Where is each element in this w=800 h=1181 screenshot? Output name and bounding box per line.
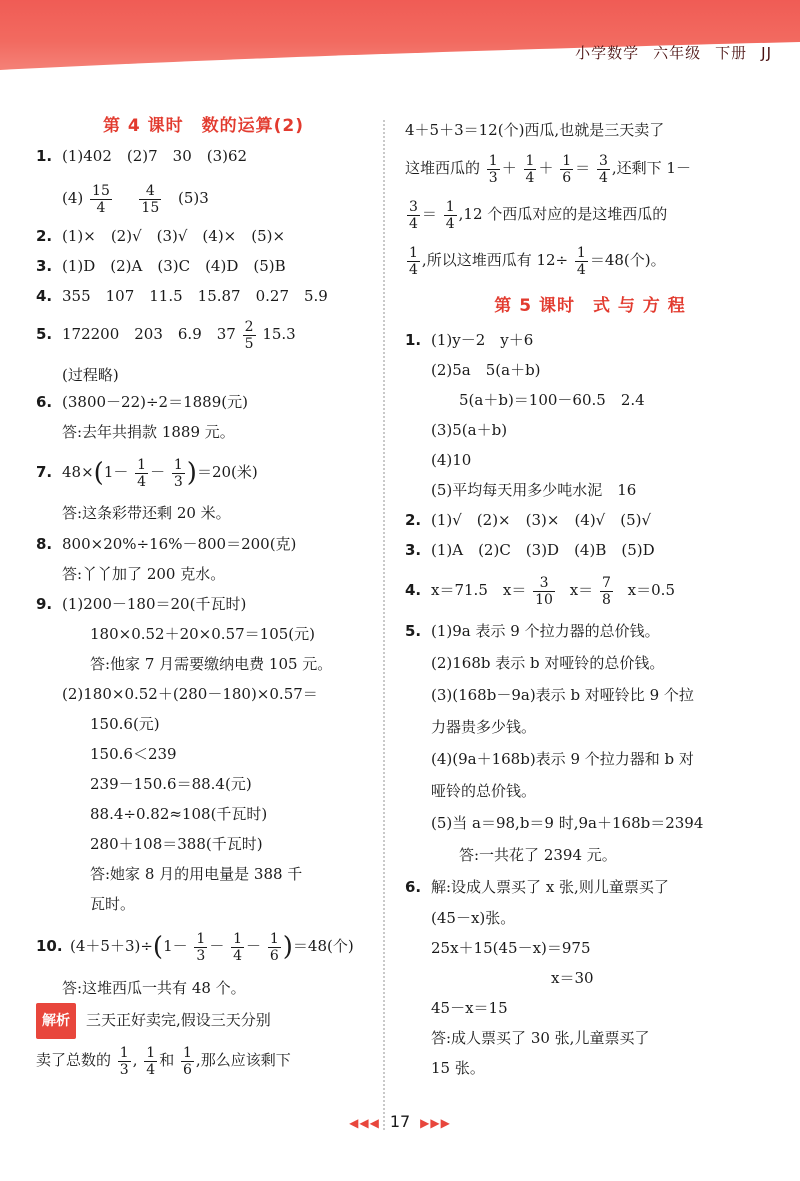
column-divider [383,120,385,1130]
fraction: $\frac{1}{6}$ [562,152,572,186]
answer-9a: 9. (1)200－180＝20(千瓦时) [36,595,247,613]
answer-9i: 280＋108＝388(千瓦时) [90,835,263,853]
page-number: 17 [389,1112,411,1131]
answer-4: 4. 355 107 11.5 15.87 0.27 5.9 [36,287,328,305]
r-answer-5g: (5)当 a＝98,b＝9 时,9a＋168b＝2394 [431,814,704,832]
answer-9k: 瓦时。 [90,895,136,913]
r-answer-6d: x＝30 [551,969,594,987]
fraction: $\frac{1}{3}$ [488,152,498,186]
analysis-line-1: 解析 三天正好卖完,假设三天分别 [36,1003,371,1037]
answer-5: 5. 172200 203 6.9 37 $\frac{2}{5}$ 15.3 [36,318,296,352]
fraction: $\frac{4}{15}$ [141,182,160,216]
fraction: $\frac{2}{5}$ [244,318,254,352]
prev-arrows-icon: ◀◀◀ [349,1116,380,1130]
answer-9c: 答:他家 7 月需要缴纳电费 105 元。 [90,655,333,673]
analysis-tag: 解析 [36,1003,76,1039]
fraction: $\frac{1}{3}$ [196,930,206,964]
subject-label: 小学数学 [575,44,640,62]
page-footer [0,1112,800,1131]
left-column [36,115,371,1083]
r-answer-6f: 答:成人票买了 30 张,儿童票买了 [431,1029,650,1047]
answer-8a: 8. 800×20%÷16%－800＝200(克) [36,535,297,553]
fraction: $\frac{1}{4}$ [233,930,243,964]
fraction: $\frac{1}{3}$ [119,1044,129,1078]
r-answer-5c: (3)(168b－9a)表示 b 对哑铃比 9 个拉 [431,686,694,704]
r-answer-6g: 15 张。 [431,1059,485,1077]
r-answer-6b: (45－x)张。 [431,909,516,927]
r-answer-1d: (3)5(a＋b) [431,421,508,439]
r-answer-5d: 力器贵多少钱。 [431,718,537,736]
fraction: $\frac{1}{4}$ [137,456,147,490]
lesson-4-title: 第 4 课时 数的运算(2) [102,116,305,136]
fraction: $\frac{15}{4}$ [92,182,110,216]
fraction: $\frac{1}{4}$ [146,1044,156,1078]
r-answer-1f: (5)平均每天用多少吨水泥 16 [431,481,637,499]
r-answer-3: 3. (1)A (2)C (3)D (4)B (5)D [405,541,655,559]
next-arrows-icon: ▶▶▶ [420,1116,451,1130]
analysis-cont-3: $\frac{3}{4}$ ＝ $\frac{1}{4}$ ,12 个西瓜对应的是这堆西瓜的 [409,198,668,232]
r-answer-6a: 6. 解:设成人票买了 x 张,则儿童票买了 [405,878,669,896]
answer-9g: 239－150.6＝88.4(元) [90,775,252,793]
answer-1a: 1. (1)402 (2)7 30 (3)62 [36,147,248,165]
analysis-cont-1: 4＋5＋3＝12(个)西瓜,也就是三天卖了 [405,121,665,139]
lesson-5-title: 第 5 课时 式 与 方 程 [494,296,686,316]
answer-7b: 答:这条彩带还剩 20 米。 [62,504,231,522]
fraction: $\frac{1}{4}$ [525,152,535,186]
fraction: $\frac{3}{4}$ [598,152,608,186]
fraction: $\frac{3}{4}$ [409,198,418,232]
answer-9b: 180×0.52＋20×0.57＝105(元) [90,625,315,643]
r-answer-2: 2. (1)√ (2)× (3)× (4)√ (5)√ [405,511,652,529]
answer-9e: 150.6(元) [90,715,160,733]
edition-label: JJ [761,44,772,62]
fraction: $\frac{1}{4}$ [445,198,455,232]
fraction: $\frac{1}{6}$ [269,930,279,964]
r-answer-5h: 答:一共花了 2394 元。 [459,846,617,864]
answer-3: 3. (1)D (2)A (3)C (4)D (5)B [36,257,286,275]
r-answer-6c: 25x＋15(45－x)＝975 [431,939,591,957]
r-answer-5b: (2)168b 表示 b 对哑铃的总价钱。 [431,654,665,672]
fraction: $\frac{1}{4}$ [409,244,418,278]
header-info [561,42,772,63]
answer-8b: 答:丫丫加了 200 克水。 [62,565,226,583]
r-answer-1e: (4)10 [431,451,472,469]
answer-10b: 答:这堆西瓜一共有 48 个。 [62,979,246,997]
r-answer-1b: (2)5a 5(a＋b) [431,361,541,379]
answer-9h: 88.4÷0.82≈108(千瓦时) [90,805,268,823]
header-banner [0,0,800,75]
answer-10a: 10. (4＋5＋3)÷(1－ $\frac{1}{3}$ － $\frac{1}{4}$ － $\frac{1}{6}$ )＝48(个) [36,930,354,964]
answer-6a: 6. (3800－22)÷2＝1889(元) [36,393,248,411]
r-answer-1a: 1. (1)y－2 y＋6 [405,331,534,349]
answer-9f: 150.6＜239 [90,745,177,763]
r-answer-5f: 哑铃的总价钱。 [431,782,537,800]
answer-9d: (2)180×0.52＋(280－180)×0.57＝ [62,685,318,703]
r-answer-5a: 5. (1)9a 表示 9 个拉力器的总价钱。 [405,622,660,640]
r-answer-1c: 5(a＋b)＝100－60.5 2.4 [459,391,645,409]
analysis-cont-2: 这堆西瓜的 $\frac{1}{3}$ ＋ $\frac{1}{4}$ ＋ $\frac{1}{6}$ ＝ $\frac{3}{4}$ ,还剩下 1－ [405,152,691,186]
r-answer-6e: 45－x＝15 [431,999,508,1017]
grade-label: 六年级 [653,44,702,62]
fraction: $\frac{1}{4}$ [576,244,586,278]
r-answer-5e: (4)(9a＋168b)表示 9 个拉力器和 b 对 [431,750,694,768]
analysis-line-2: 卖了总数的 $\frac{1}{3}$ , $\frac{1}{4}$ 和 $\frac{1}{6}$ ,那么应该剩下 [36,1044,291,1078]
analysis-cont-4: $\frac{1}{4}$ ,所以这堆西瓜有 12÷ $\frac{1}{4}$ ＝48(个)。 [409,244,666,278]
answer-5-note: (过程略) [62,366,119,384]
answer-6b: 答:去年共捐款 1889 元。 [62,423,235,441]
fraction: $\frac{3}{10}$ [535,574,553,608]
fraction: $\frac{7}{8}$ [601,574,611,608]
answer-1b: (4) $\frac{15}{4}$ $\frac{4}{15}$ (5)3 [62,182,209,216]
r-answer-4: 4. x＝71.5 x＝ $\frac{3}{10}$ x＝ $\frac{7}{8}$ x＝0.5 [405,574,675,608]
fraction: $\frac{1}{3}$ [173,456,183,490]
right-column [405,115,775,1083]
answer-9j: 答:她家 8 月的用电量是 388 千 [90,865,303,883]
fraction: $\frac{1}{6}$ [183,1044,192,1078]
answer-2: 2. (1)× (2)√ (3)√ (4)× (5)× [36,227,286,245]
answer-7a: 7. 48×(1－ $\frac{1}{4}$ － $\frac{1}{3}$ )＝20(米) [36,456,258,490]
term-label: 下册 [715,44,748,62]
